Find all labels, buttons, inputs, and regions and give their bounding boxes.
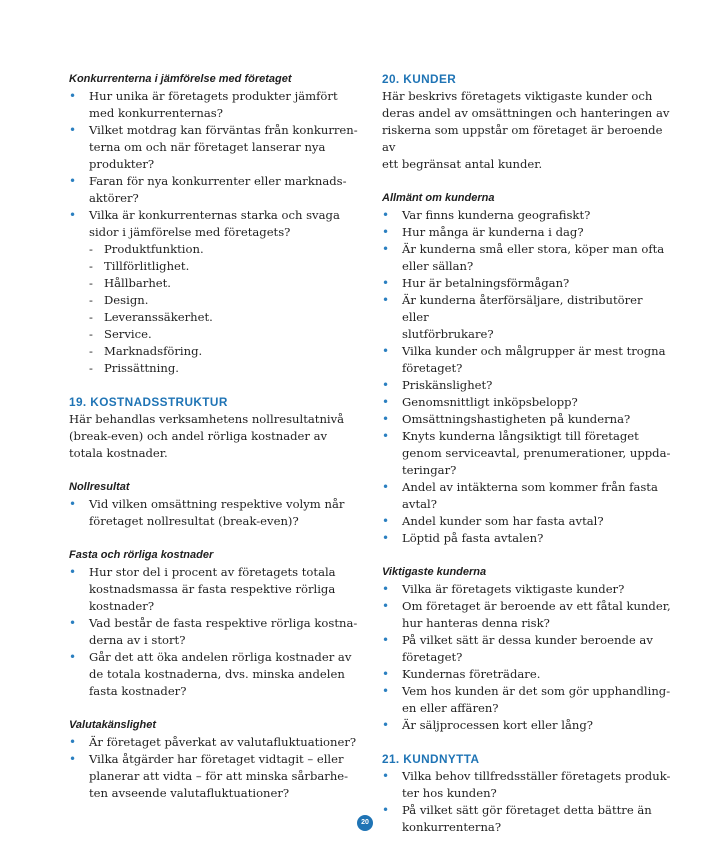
bullet-dot-icon: •: [382, 242, 390, 256]
list-item: [382, 666, 672, 683]
bullet-dot-icon: •: [382, 395, 390, 409]
bullet-dot-icon: •: [69, 565, 77, 579]
bullet-list: [69, 564, 359, 700]
section-heading-cost-structure: 19. KOSTNADSSTRUKTUR: [69, 395, 228, 409]
list-item: [69, 751, 359, 802]
bullet-dot-icon: •: [382, 412, 390, 426]
dash-list: [69, 241, 359, 377]
dash-icon: -: [89, 242, 93, 256]
list-item-text: företaget?: [402, 650, 463, 664]
bullet-dot-icon: •: [382, 378, 390, 392]
left-column: [69, 71, 359, 802]
list-item: [382, 530, 672, 547]
list-item: [382, 513, 672, 530]
bullet-dot-icon: •: [382, 344, 390, 358]
bullet-dot-icon: •: [69, 174, 77, 188]
sub-list-item-text: Marknadsföring.: [104, 344, 203, 358]
list-item-text: planerar att vidta – för att minska sårbarhe-: [89, 769, 349, 783]
list-item-text: Är kunderna små eller stora, köper man ofta: [402, 242, 665, 256]
bullet-dot-icon: •: [382, 514, 390, 528]
paragraph-line: (break-even) och andel rörliga kostnader av: [69, 429, 328, 443]
list-item-text: teringar?: [402, 463, 457, 477]
sub-list-item-text: Tillförlitlighet.: [104, 259, 190, 273]
list-item: [382, 343, 672, 377]
sub-list-item-text: Service.: [104, 327, 152, 341]
list-item: [382, 802, 672, 836]
list-item: [382, 207, 672, 224]
bullet-dot-icon: •: [382, 633, 390, 647]
list-item-text: Andel kunder som har fasta avtal?: [402, 514, 604, 528]
list-item-text: Löptid på fasta avtalen?: [402, 531, 544, 545]
list-item-text: Vilka behov tillfredsställer företagets produk-: [402, 769, 671, 783]
list-item: [69, 173, 359, 207]
list-item-text: Hur stor del i procent av företagets totala: [89, 565, 336, 579]
subheading-fixed-variable-costs: Fasta och rörliga kostnader: [69, 549, 214, 561]
list-item: [69, 88, 359, 122]
list-item-text: terna om och när företaget lanserar nya: [89, 140, 326, 154]
bullet-dot-icon: •: [69, 497, 77, 511]
list-item-text: eller sällan?: [402, 259, 474, 273]
list-item: [69, 649, 359, 700]
bullet-list: [69, 734, 359, 802]
list-item-text: Hur unika är företagets produkter jämfört: [89, 89, 338, 103]
bullet-dot-icon: •: [382, 718, 390, 732]
list-item-text: Vilka kunder och målgrupper är mest trogna: [402, 344, 666, 358]
list-item-text: Är kunderna återförsäljare, distributörer eller: [402, 293, 643, 324]
list-item-text: På vilket sätt gör företaget detta bättre än: [402, 803, 652, 817]
page-number-badge: 20: [357, 815, 373, 831]
list-item-text: Omsättningshastigheten på kunderna?: [402, 412, 631, 426]
sub-list-item: [69, 309, 359, 326]
bullet-dot-icon: •: [382, 667, 390, 681]
bullet-dot-icon: •: [382, 293, 390, 307]
list-item-text: Går det att öka andelen rörliga kostnader av: [89, 650, 352, 664]
list-item-text: ten avseende valutafluktuationer?: [89, 786, 290, 800]
list-item: [382, 275, 672, 292]
list-item-text: Vilka är företagets viktigaste kunder?: [402, 582, 625, 596]
list-item: [69, 564, 359, 615]
subheading-break-even: Nollresultat: [69, 481, 130, 493]
list-item-text: avtal?: [402, 497, 437, 511]
section-intro: [382, 88, 672, 173]
bullet-dot-icon: •: [382, 599, 390, 613]
bullet-list: [69, 88, 359, 241]
list-item: [69, 734, 359, 751]
list-item-text: Andel av intäkterna som kommer från fasta: [402, 480, 658, 494]
list-item-text: Hur många är kunderna i dag?: [402, 225, 584, 239]
bullet-dot-icon: •: [382, 480, 390, 494]
list-item-text: Vad består de fasta respektive rörliga kostna-: [89, 616, 358, 630]
list-item-text: hur hanteras denna risk?: [402, 616, 550, 630]
subheading-key-customers: Viktigaste kunderna: [382, 566, 487, 578]
list-item-text: Hur är betalningsförmågan?: [402, 276, 570, 290]
bullet-dot-icon: •: [382, 531, 390, 545]
list-item: [69, 496, 359, 530]
list-item-text: genom serviceavtal, prenumerationer, uppda-: [402, 446, 671, 460]
list-item: [382, 411, 672, 428]
list-item-text: Vem hos kunden är det som gör upphandling-: [402, 684, 671, 698]
list-item-text: kostnader?: [89, 599, 155, 613]
list-item-text: företaget?: [402, 361, 463, 375]
subheading-currency-sensitivity: Valutakänslighet: [69, 719, 157, 731]
list-item-text: På vilket sätt är dessa kunder beroende av: [402, 633, 653, 647]
bullet-dot-icon: •: [382, 429, 390, 443]
bullet-dot-icon: •: [382, 769, 390, 783]
bullet-list: [382, 768, 672, 836]
paragraph-line: ett begränsat antal kunder.: [382, 157, 543, 171]
list-item-text: konkurrenterna?: [402, 820, 502, 834]
section-heading-customer-value: 21. KUNDNYTTA: [382, 752, 480, 766]
sub-list-item: [69, 360, 359, 377]
bullet-list: [69, 496, 359, 530]
sub-list-item: [69, 275, 359, 292]
list-item: [382, 241, 672, 275]
bullet-dot-icon: •: [382, 276, 390, 290]
bullet-dot-icon: •: [69, 123, 77, 137]
dash-icon: -: [89, 310, 93, 324]
bullet-dot-icon: •: [69, 208, 77, 222]
list-item-text: Priskänslighet?: [402, 378, 493, 392]
list-item-text: med konkurrenternas?: [89, 106, 223, 120]
section-heading-customers: 20. KUNDER: [382, 72, 457, 86]
list-item: [69, 615, 359, 649]
bullet-dot-icon: •: [382, 582, 390, 596]
paragraph-line: deras andel av omsättningen och hanteringen av: [382, 106, 670, 120]
bullet-dot-icon: •: [69, 735, 77, 749]
list-item-text: aktörer?: [89, 191, 139, 205]
list-item-text: en eller affären?: [402, 701, 499, 715]
list-item: [382, 768, 672, 802]
list-item-text: produkter?: [89, 157, 155, 171]
list-item: [382, 632, 672, 666]
sub-list-item: [69, 258, 359, 275]
list-item: [69, 122, 359, 173]
bullet-dot-icon: •: [382, 225, 390, 239]
right-column: [382, 71, 672, 836]
list-item-text: Var finns kunderna geografiskt?: [402, 208, 591, 222]
list-item-text: de totala kostnaderna, dvs. minska andelen: [89, 667, 345, 681]
bullet-dot-icon: •: [382, 803, 390, 817]
sub-list-item: [69, 241, 359, 258]
list-item-text: företaget nollresultat (break-even)?: [89, 514, 299, 528]
bullet-dot-icon: •: [69, 650, 77, 664]
list-item: [382, 581, 672, 598]
sub-list-item-text: Design.: [104, 293, 149, 307]
list-item-text: Vilka är konkurrenternas starka och svaga: [89, 208, 340, 222]
list-item-text: ter hos kunden?: [402, 786, 497, 800]
list-item-text: kostnadsmassa är fasta respektive rörliga: [89, 582, 336, 596]
list-item-text: Vid vilken omsättning respektive volym når: [89, 497, 345, 511]
list-item-text: Om företaget är beroende av ett fåtal kunder,: [402, 599, 671, 613]
sub-list-item: [69, 343, 359, 360]
paragraph-line: totala kostnader.: [69, 446, 168, 460]
dash-icon: -: [89, 293, 93, 307]
list-item-text: Vilket motdrag kan förväntas från konkurren-: [89, 123, 358, 137]
list-item-text: sidor i jämförelse med företagets?: [89, 225, 291, 239]
section-intro: [69, 411, 359, 462]
sub-list-item-text: Leveranssäkerhet.: [104, 310, 213, 324]
list-item: [382, 428, 672, 479]
bullet-list: [382, 207, 672, 547]
dash-icon: -: [89, 276, 93, 290]
paragraph-line: Här behandlas verksamhetens nollresultatnivå: [69, 412, 345, 426]
dash-icon: -: [89, 259, 93, 273]
list-item-text: Vilka åtgärder har företaget vidtagit – eller: [89, 752, 344, 766]
sub-list-item: [69, 326, 359, 343]
list-item: [382, 377, 672, 394]
bullet-dot-icon: •: [69, 752, 77, 766]
subheading-competitors: Konkurrenterna i jämförelse med företaget: [69, 73, 292, 85]
dash-icon: -: [89, 361, 93, 375]
sub-list-item-text: Prissättning.: [104, 361, 179, 375]
paragraph-line: Här beskrivs företagets viktigaste kunder och: [382, 89, 653, 103]
list-item: [382, 683, 672, 717]
list-item: [69, 207, 359, 241]
list-item: [382, 717, 672, 734]
list-item: [382, 292, 672, 343]
list-item-text: fasta kostnader?: [89, 684, 187, 698]
bullet-dot-icon: •: [69, 616, 77, 630]
bullet-dot-icon: •: [69, 89, 77, 103]
subheading-customers-general: Allmänt om kunderna: [382, 192, 495, 204]
sub-list-item: [69, 292, 359, 309]
bullet-dot-icon: •: [382, 208, 390, 222]
list-item: [382, 224, 672, 241]
list-item: [382, 394, 672, 411]
bullet-list: [382, 581, 672, 734]
list-item-text: slutförbrukare?: [402, 327, 494, 341]
list-item-text: Kundernas företrädare.: [402, 667, 541, 681]
sub-list-item-text: Produktfunktion.: [104, 242, 204, 256]
bullet-dot-icon: •: [382, 684, 390, 698]
list-item-text: Är företaget påverkat av valutafluktuationer?: [89, 735, 357, 749]
list-item-text: Knyts kunderna långsiktigt till företaget: [402, 429, 639, 443]
dash-icon: -: [89, 327, 93, 341]
list-item: [382, 598, 672, 632]
list-item-text: Faran för nya konkurrenter eller marknads-: [89, 174, 347, 188]
dash-icon: -: [89, 344, 93, 358]
list-item-text: derna av i stort?: [89, 633, 186, 647]
paragraph-line: riskerna som uppstår om företaget är beroende av: [382, 123, 663, 154]
list-item-text: Är säljprocessen kort eller lång?: [402, 718, 593, 732]
sub-list-item-text: Hållbarhet.: [104, 276, 171, 290]
list-item-text: Genomsnittligt inköpsbelopp?: [402, 395, 578, 409]
list-item: [382, 479, 672, 513]
